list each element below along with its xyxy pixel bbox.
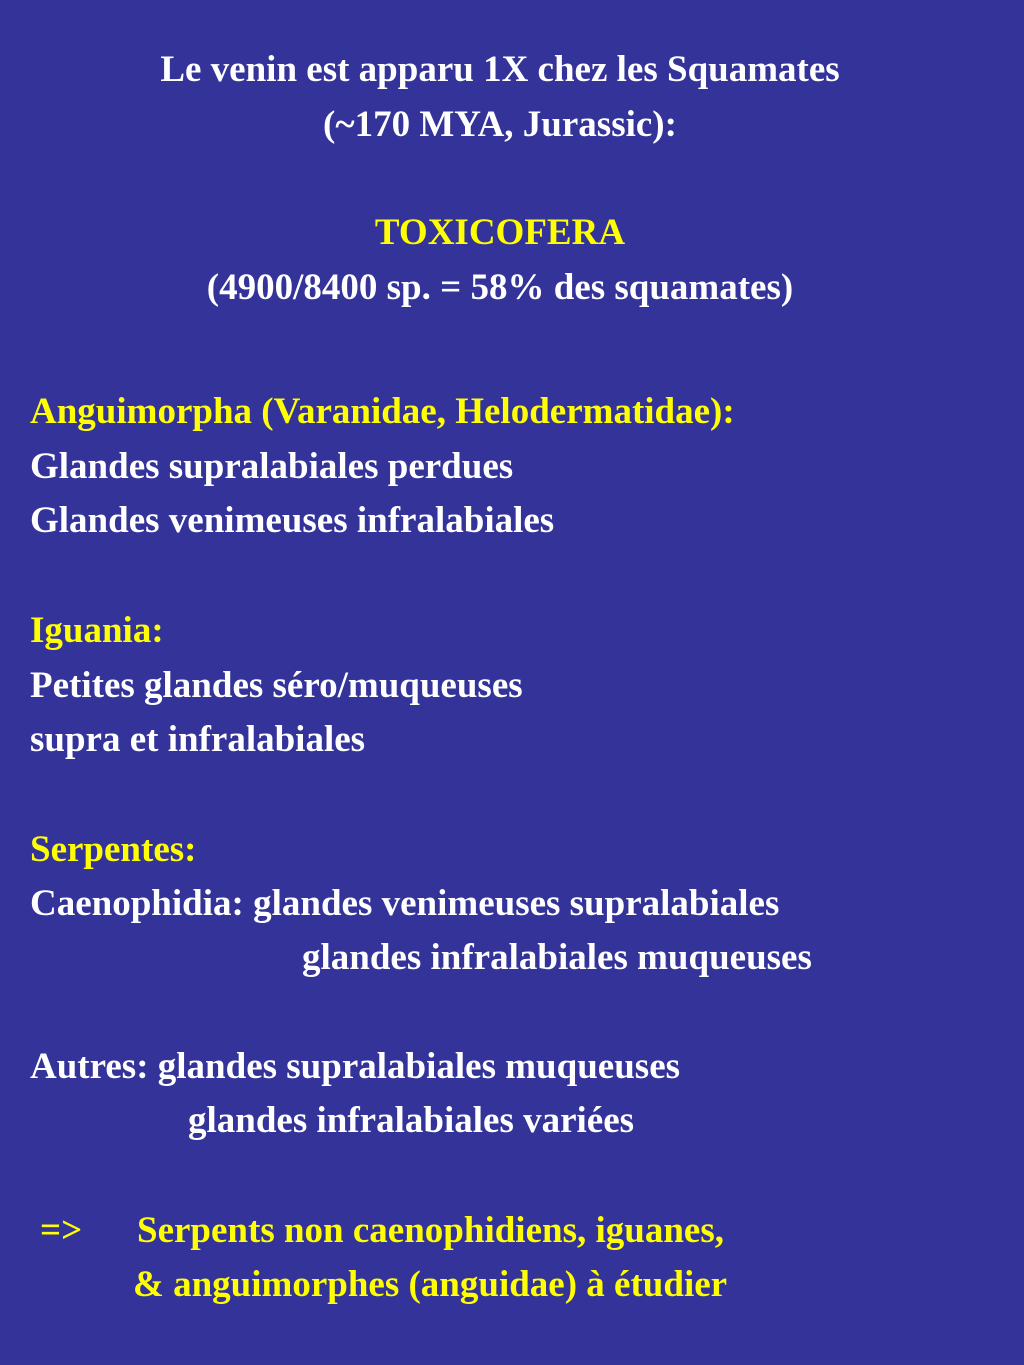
iguania-heading: Iguania: [30, 610, 164, 651]
autres-line-2: glandes infralabiales variées [188, 1100, 635, 1141]
iguania-line-2: supra et infralabiales [30, 719, 366, 760]
serpentes-line-2: glandes infralabiales muqueuses [302, 937, 812, 978]
anguimorpha-line-1: Glandes supralabiales perdues [30, 446, 514, 487]
intro-line-2: (~170 MYA, Jurassic): [323, 104, 677, 145]
intro-line-1: Le venin est apparu 1X chez les Squamates [160, 49, 840, 90]
serpentes-line-1: Caenophidia: glandes venimeuses supralabiales [30, 883, 780, 924]
anguimorpha-line-2: Glandes venimeuses infralabiales [30, 500, 555, 541]
iguania-line-1: Petites glandes séro/muqueuses [30, 665, 523, 706]
conclusion-line-1: Serpents non caenophidiens, iguanes, [137, 1210, 724, 1251]
conclusion-arrow: => [40, 1210, 83, 1251]
conclusion-line-2: & anguimorphes (anguidae) à étudier [133, 1264, 728, 1305]
toxicofera-subtitle: (4900/8400 sp. = 58% des squamates) [206, 267, 794, 308]
anguimorpha-heading: Anguimorpha (Varanidae, Helodermatidae): [30, 391, 735, 432]
toxicofera-title: TOXICOFERA [374, 212, 626, 253]
autres-line-1: Autres: glandes supralabiales muqueuses [30, 1046, 681, 1087]
serpentes-heading: Serpentes: [30, 829, 197, 870]
